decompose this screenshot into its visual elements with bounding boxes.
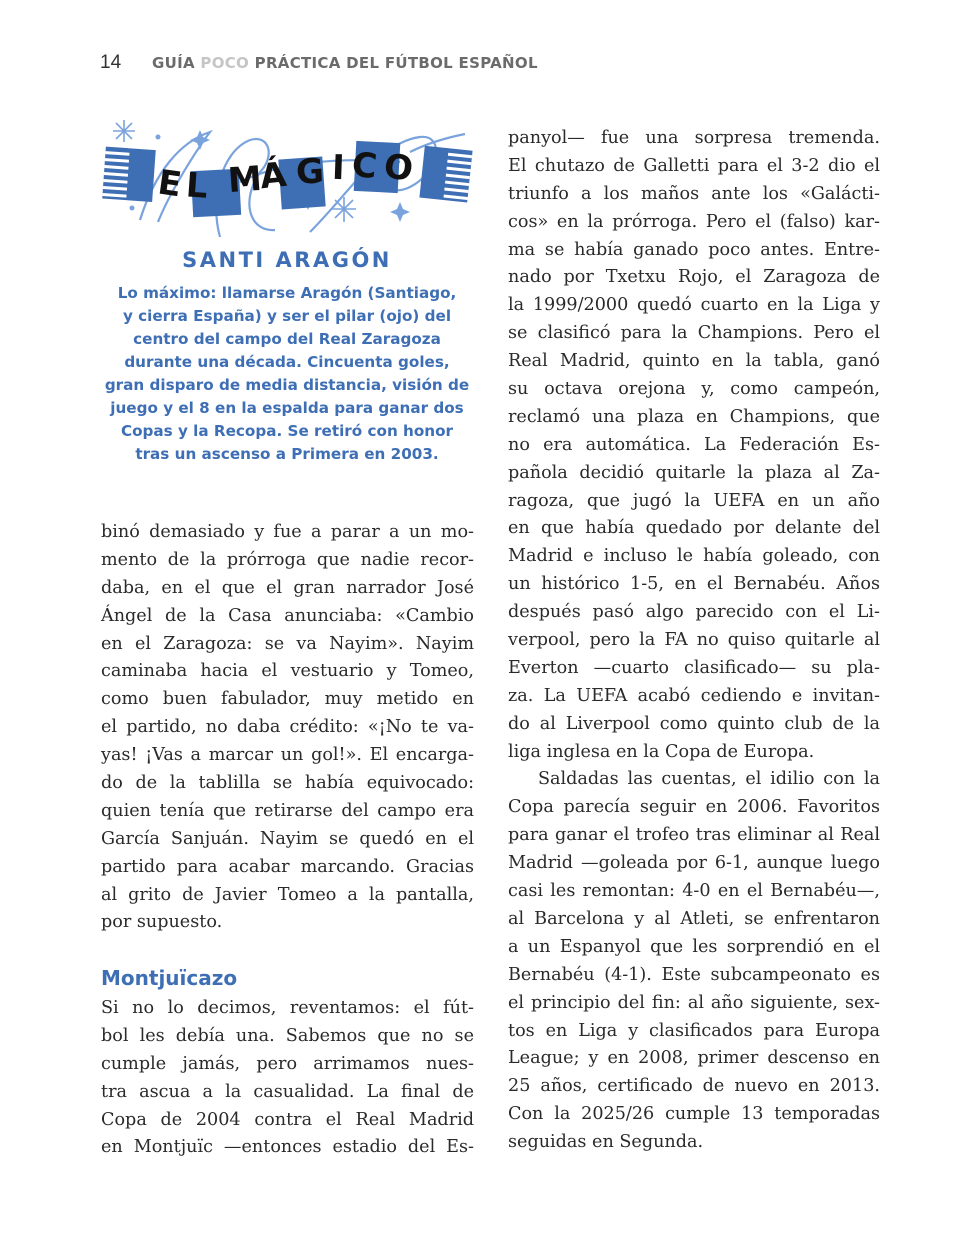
text-line: después pasó algo parecido con el Li- bbox=[508, 602, 880, 623]
right-column-paragraph-2 bbox=[508, 766, 880, 1156]
text-line: su octava orejona y, como campeón, bbox=[508, 379, 880, 400]
text-line: el partido, no daba crédito: «¡No te va- bbox=[101, 717, 474, 738]
text-line: Madrid e incluso le había goleado, con bbox=[508, 546, 880, 567]
text-line: ragoza, que jugó la UEFA en un año bbox=[508, 490, 880, 511]
text-line: en el Zaragoza: se va Nayim». Nayim bbox=[101, 633, 474, 654]
text-line: a un Espanyol que les sorprendió en el bbox=[508, 936, 880, 957]
banner-letter: I bbox=[331, 147, 346, 189]
text-line: League; y en 2008, primer descenso en bbox=[508, 1048, 880, 1069]
text-line: en Montjuïc —entonces estadio del Es- bbox=[101, 1137, 474, 1158]
text-line: por supuesto. bbox=[101, 912, 223, 933]
text-line: Real Madrid, quinto en la tabla, ganó bbox=[508, 351, 880, 372]
description-line: Copas y la Recopa. Se retiró con honor bbox=[120, 422, 454, 440]
section-heading-montjuicazo: Montjuïcazo bbox=[101, 966, 238, 990]
banner-letter: O bbox=[381, 146, 416, 190]
text-line: binó demasiado y fue a parar a un mo- bbox=[101, 522, 474, 542]
text-line: verpool, pero la FA no quiso quitarle al bbox=[508, 630, 880, 651]
banner-letter: Á bbox=[257, 154, 289, 198]
left-column-paragraph-1 bbox=[101, 519, 474, 937]
text-line: no era automática. La Federación Es- bbox=[508, 434, 880, 455]
text-line: yas! ¡Vas a marcar un gol!». El encarga- bbox=[101, 745, 474, 766]
text-line: za. La UEFA acabó cediendo e invitan- bbox=[508, 685, 880, 706]
text-line: seguidas en Segunda. bbox=[508, 1132, 704, 1153]
book-title-highlight: POCO bbox=[200, 54, 250, 72]
text-line: la 1999/2000 quedó cuarto en la Liga y bbox=[508, 295, 880, 316]
banner-letter: C bbox=[349, 144, 379, 188]
description-line: tras un ascenso a Primera en 2003. bbox=[135, 445, 439, 463]
text-line: el principio del fin: al año siguiente, sex- bbox=[508, 992, 880, 1013]
book-title bbox=[152, 54, 538, 72]
el-magico-banner-illustration bbox=[100, 112, 474, 242]
text-line: al Barcelona y al Atleti, se enfrentaron bbox=[508, 908, 880, 929]
text-line: para ganar el trofeo tras eliminar al Real bbox=[508, 825, 880, 846]
banner-title-lettering bbox=[100, 112, 474, 242]
text-line: tos en Liga y clasificados para Europa bbox=[508, 1020, 880, 1041]
text-line: ma se había ganado poco antes. Entre- bbox=[508, 239, 880, 260]
text-line: Madrid —goleada por 6-1, aunque luego bbox=[508, 853, 880, 874]
description-line: y cierra España) y ser el pilar (ojo) del bbox=[122, 307, 452, 325]
text-line: un histórico 1-5, en el Bernabéu. Años bbox=[508, 574, 880, 595]
text-line: do de la tablilla se había equivocado: bbox=[101, 773, 474, 794]
text-line: cumple jamás, pero arrimamos nues- bbox=[101, 1053, 474, 1074]
text-line: Copa de 2004 contra el Real Madrid bbox=[101, 1109, 474, 1130]
text-line: daba, en el que el gran narrador José bbox=[101, 577, 474, 598]
book-title-part1: GUÍA bbox=[152, 54, 201, 72]
description-line: juego y el 8 en la espalda para ganar dos bbox=[110, 399, 464, 417]
text-line: El chutazo de Galletti para el 3-2 dio el bbox=[508, 155, 880, 176]
text-line: caminaba hacia el vestuario y Tomeo, bbox=[101, 661, 474, 682]
description-line: gran disparo de media distancia, visión de bbox=[104, 376, 470, 394]
text-line: Copa parecía seguir en 2006. Favoritos bbox=[508, 797, 880, 818]
description-line: durante una década. Cincuenta goles, bbox=[124, 353, 450, 371]
page-number: 14 bbox=[100, 52, 122, 73]
text-line: como buen fabulador, muy metido en bbox=[101, 689, 474, 710]
text-line: cos» en la prórroga. Pero el (falso) kar- bbox=[508, 211, 880, 232]
text-line: 25 años, certificado de nuevo en 2013. bbox=[508, 1076, 880, 1097]
description-line: Lo máximo: llamarse Aragón (Santiago, bbox=[117, 284, 457, 302]
banner-letter: G bbox=[294, 151, 325, 193]
text-line: se clasificó para la Champions. Pero el bbox=[508, 323, 880, 344]
text-line: Bernabéu (4-1). Este subcampeonato es bbox=[508, 964, 880, 985]
player-description bbox=[100, 282, 474, 466]
text-line: mento de la prórroga que nadie recor- bbox=[101, 549, 474, 570]
right-column-paragraph-1 bbox=[508, 125, 880, 766]
left-column-paragraph-2 bbox=[101, 995, 474, 1162]
banner-letter: E bbox=[155, 162, 184, 206]
text-line: reclamó una plaza en Champions, que bbox=[508, 406, 880, 427]
text-line: do al Liverpool como quinto club de la bbox=[508, 713, 880, 734]
text-line: García Sanjuán. Nayim se quedó en el bbox=[101, 828, 474, 849]
description-line: centro del campo del Real Zaragoza bbox=[133, 330, 441, 348]
text-line: al grito de Javier Tomeo a la pantalla, bbox=[101, 884, 474, 905]
text-line: bol les debía una. Sabemos que no se bbox=[101, 1025, 474, 1046]
banner-letter: M bbox=[226, 158, 264, 202]
text-line: Con la 2025/26 cumple 13 temporadas bbox=[508, 1104, 880, 1125]
text-line: liga inglesa en la Copa de Europa. bbox=[508, 741, 815, 762]
text-line: Everton —cuarto clasificado— su pla- bbox=[508, 657, 880, 678]
running-head bbox=[100, 50, 538, 76]
text-line: pañola decidió quitarle la plaza al Za- bbox=[508, 462, 880, 483]
player-feature-box bbox=[100, 112, 474, 466]
player-name: SANTI ARAGÓN bbox=[182, 248, 392, 272]
right-column-text bbox=[508, 125, 880, 1157]
banner-letter: L bbox=[184, 165, 210, 207]
text-line: panyol— fue una sorpresa tremenda. bbox=[508, 128, 880, 148]
text-line: Saldadas las cuentas, el idilio con la bbox=[538, 769, 880, 790]
text-line: Si no lo decimos, reventamos: el fút- bbox=[101, 998, 474, 1018]
text-line: tra ascua a la casualidad. La final de bbox=[101, 1081, 474, 1102]
text-line: casi les remontan: 4-0 en el Bernabéu—, bbox=[508, 881, 880, 902]
text-line: en que había quedado por delante del bbox=[508, 518, 880, 539]
text-line: partido para acabar marcando. Gracias bbox=[101, 856, 474, 877]
text-line: triunfo a los maños ante los «Galácti- bbox=[508, 183, 880, 204]
text-line: quien tenía que retirarse del campo era bbox=[101, 800, 474, 821]
text-line: Ángel de la Casa anunciaba: «Cambio bbox=[101, 605, 474, 626]
text-line: nado por Txetxu Rojo, el Zaragoza de bbox=[508, 267, 880, 288]
book-title-part2: PRÁCTICA DEL FÚTBOL ESPAÑOL bbox=[249, 54, 538, 72]
